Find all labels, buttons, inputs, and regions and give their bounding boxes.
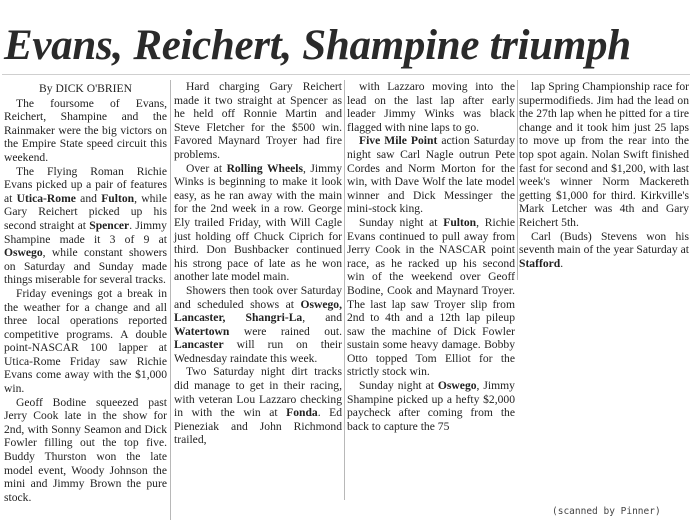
place-name: Fulton [443, 215, 477, 229]
article-column-1 [4, 82, 167, 504]
headline-rule [2, 74, 690, 75]
text-run: Two Saturday night dirt tracks did manage to get in their racing, with veteran Lou Lazzaro checking in with the win at [174, 365, 342, 420]
text-run: , and [302, 311, 342, 325]
article-column-3 [347, 80, 515, 433]
paragraph [347, 134, 515, 216]
text-run: with Lazzaro moving into the lead on the last lap after early leader Jimmy Winks was black flagged with nine laps to go. [347, 80, 515, 134]
text-run: The Flying Roman Richie Evans picked up a pair of features at [4, 164, 167, 205]
text-run: Geoff Bodine squeezed past Jerry Cook late in the show for 2nd, with Sonny Seamon and Dick Fowler filling out the top five. Buddy Thurston won the late model event, Woody Johnson the mini and Jimmy Brown the pure stock. [4, 395, 167, 504]
paragraph [174, 162, 342, 284]
text-run: The foursome of Evans, Reichert, Shampine and the Rainmaker were the big victors on the Empire State speed circuit this weekend. [4, 96, 167, 164]
scan-credit: (scanned by Pinner) [552, 506, 661, 517]
paragraph [4, 97, 167, 165]
text-run: Sunday night at [359, 215, 444, 229]
place-name: Five Mile Point [359, 134, 438, 148]
text-run: Friday evenings got a break in the weather for a change and all three local operations reported competitive programs. A double point-NASCAR 100 lapper at Utica-Rome Friday saw Richie Evans come away with the $1,000 win. [4, 286, 167, 396]
text-run: were rained out. [229, 324, 342, 338]
text-run: lap Spring Championship race for supermodifieds. Jim had the lead on the 27th lap when he pitted for a tire change and it took him just 25 laps to move up from the rear into the top spot again. Nolan Swift finished fast for second and $1,200, with last week's winner Norm Mackereth getting $1,000 for third. Kirkville's Mark Letcher was 4th and Gary Reichert 5th. [519, 80, 689, 229]
paragraph [174, 365, 342, 447]
paragraph [4, 396, 167, 505]
paragraph [519, 230, 689, 271]
article-column-2 [174, 80, 342, 447]
text-run: Over at [186, 161, 227, 175]
place-name: Watertown [174, 324, 230, 338]
place-name: Fulton [101, 191, 135, 205]
byline: By DICK O'BRIEN [39, 82, 132, 95]
paragraph [519, 80, 689, 230]
paragraph [347, 379, 515, 433]
paragraph [4, 287, 167, 396]
text-run: , Jimmy Winks is beginning to make it look easy, as he ran away with the main for the 2nd week in a row. George Ely trailed Friday, with Will Cagle just holding off Chuck Ciprich for third. Don Bushbacker continued his strong pace of late as he won another late model main. [174, 161, 342, 284]
column-divider [344, 80, 345, 500]
text-run: , Richie Evans continued to pull away from Jerry Cook in the NASCAR point race, as he racked up his second win of the weekend over Geoff Bodine, Cook and Maynard Troyer. The last lap saw Troyer slip from 2nd to 4th and a 12th lap pileup saw the machine of Dick Fowler sustain some heavy damage. Bobby Otto topped Tom Elliot for the strictly stock win. [347, 215, 516, 379]
text-run: Showers then took over Saturday and scheduled shows at [174, 283, 342, 311]
text-run: . Jimmy Shampine made it 3 of 9 at [4, 218, 167, 246]
text-run: , while Gary Reichert picked up his second straight at [4, 191, 167, 232]
paragraph [174, 284, 342, 366]
article-column-4 [519, 80, 689, 270]
paragraph [4, 165, 167, 287]
text-run: . Ed Pieneziak and John Richmond trailed, [174, 406, 342, 447]
paragraph [347, 80, 515, 134]
text-run: Carl (Buds) Stevens won his seventh main of the year Saturday at [519, 229, 689, 257]
column-divider [517, 80, 518, 280]
headline: Evans, Reichert, Shampine triumph [4, 22, 631, 69]
place-name: Oswego [4, 246, 43, 260]
place-name: Oswego, Lancaster, Shangri-La [174, 297, 342, 325]
text-run: Sunday night at [359, 379, 438, 393]
paragraph [174, 80, 342, 162]
text-run: Hard charging Gary Reichert made it two straight at Spencer as he held off Ronnie Martin and Steve Fletcher for the $500 win. Favored Maynard Troyer had fire problems. [174, 80, 342, 161]
place-name: Utica-Rome [16, 191, 76, 205]
text-run: and [75, 191, 102, 205]
place-name: Stafford [519, 256, 561, 270]
text-run: action Saturday night saw Carl Nagle outrun Pete Cordes and Norm Morton for the win, with Dave Wolf the late model winner and Dick Messinger the mini-stock king. [347, 134, 516, 216]
text-run: will run on their Wednesday raindate this week. [174, 338, 342, 365]
place-name: Spencer [89, 218, 130, 232]
place-name: Rolling Wheels [226, 161, 304, 175]
place-name: Lancaster [174, 338, 224, 352]
text-run: . [560, 256, 564, 270]
text-run: , while constant showers on Saturday and Sunday made things miserable for several tracks. [4, 246, 167, 287]
paragraph [347, 216, 515, 379]
text-run: , Jimmy Shampine picked up a hefty $2,000 paycheck after coming from the back to capture the 75 [347, 379, 515, 433]
place-name: Fonda [286, 406, 318, 420]
place-name: Oswego [437, 379, 477, 393]
column-divider [170, 80, 171, 520]
